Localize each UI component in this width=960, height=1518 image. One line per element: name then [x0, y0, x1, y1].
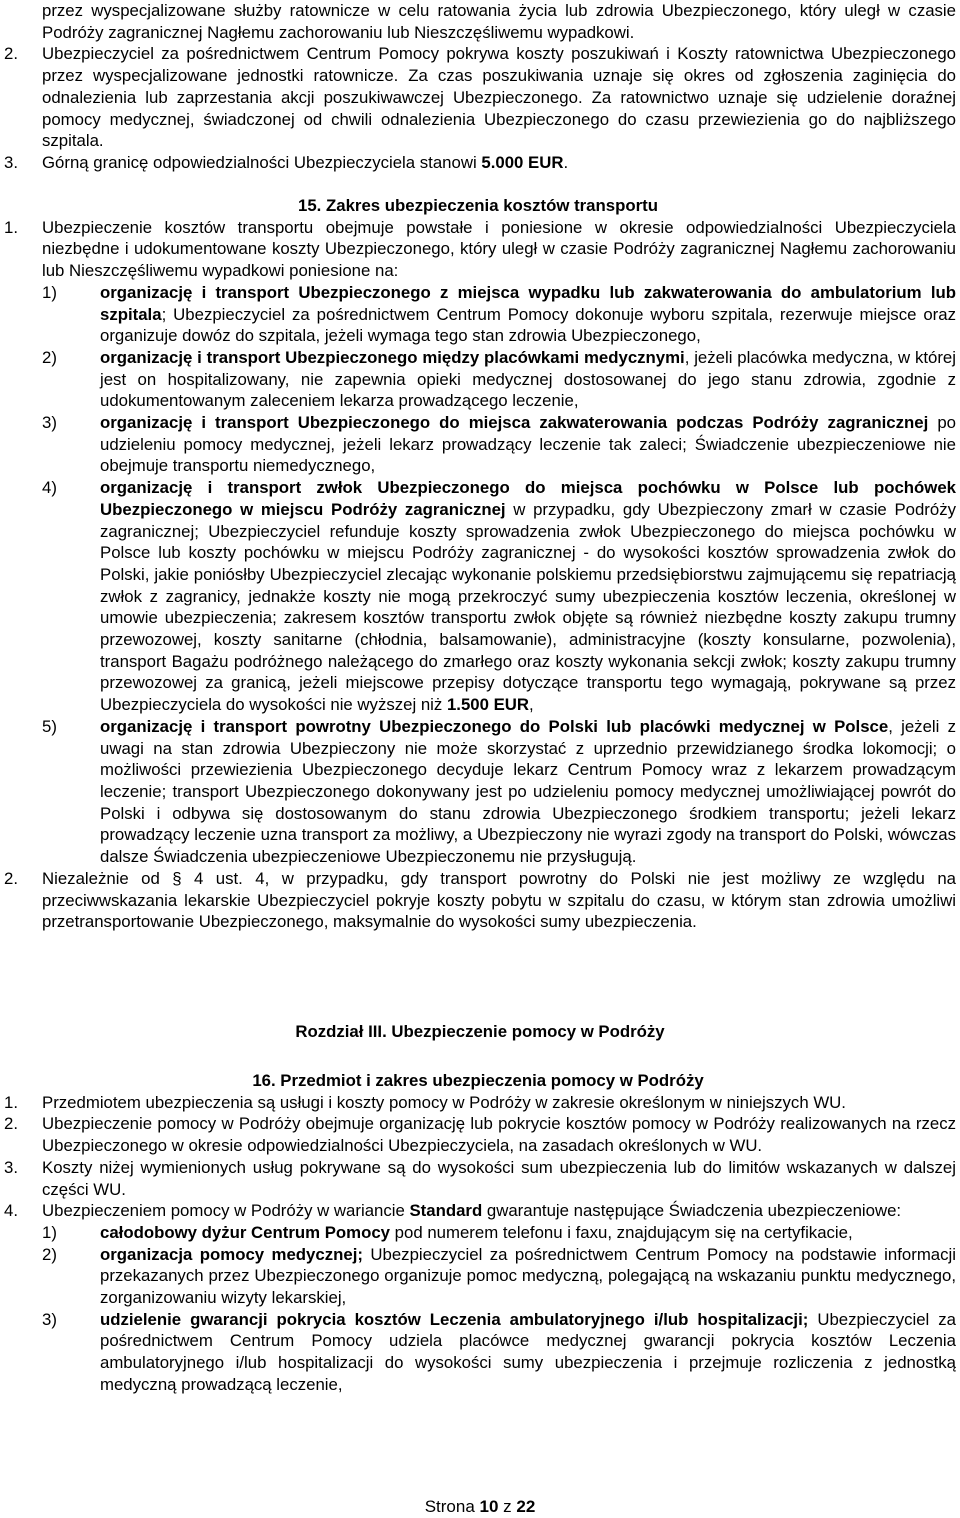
item-number: 1)	[42, 1222, 57, 1242]
item-text: , jeżeli z uwagi na stan zdrowia Ubezpieczony nie może skorzystać z uprzednio przewidzianego środka lokomocji; o możliwości przewiezienia Ubezpieczonego decyduje lekarz Centrum Pomocy wraz z lekarzem prowadzącym leczenie; transport Ubezpieczonego dokonywany jest po udzieleniu pomocy medycznej umożliwiającej powrót do Polski i odbywa się dostosowanym do stanu zdrowia Ubezpieczonego środkiem transportu; jeżeli lekarz prowadzący leczenie uzna transport za możliwy, a Ubezpieczony nie wyrazi zgody na transport do Polski, wówczas dalsze Świadczenia ubezpieczeniowe Ubezpieczonemu nie przysługują.	[100, 716, 956, 867]
list-item	[0, 477, 956, 716]
section-heading: 15. Zakres ubezpieczenia kosztów transportu	[298, 196, 658, 215]
section-heading: 16. Przedmiot i zakres ubezpieczenia pomocy w Podróży	[252, 1071, 704, 1090]
paragraph-1	[0, 217, 956, 282]
paragraph-text: Koszty niżej wymienionych usług pokrywane są do wysokości sum ubezpieczenia lub do limitów wskazanych w dalszej części WU.	[42, 1157, 956, 1199]
page-footer	[0, 1496, 960, 1518]
item-number: 2)	[42, 347, 57, 367]
paragraph-2	[0, 43, 956, 152]
page-separator: z	[498, 1497, 517, 1516]
paragraph-3	[0, 1157, 956, 1200]
paragraph-text: Przedmiotem ubezpieczenia są usługi i koszty pomocy w Podróży w zakresie określonym w niniejszych WU.	[42, 1092, 846, 1112]
paragraph-1	[0, 1092, 956, 1114]
list-item	[0, 1244, 956, 1309]
list-item	[0, 1309, 956, 1396]
paragraph-number: 4.	[4, 1201, 18, 1221]
paragraph-2	[0, 1113, 956, 1156]
paragraph-3	[0, 152, 956, 174]
paragraph-text: Ubezpieczenie kosztów transportu obejmuje powstałe i poniesione w okresie odpowiedzialności Ubezpieczyciela niezbędne i udokumentowane koszty Ubezpieczonego, który uległ w czasie Podróży zagranicznej Nagłemu zachorowaniu lub Nieszczęśliwemu wypadkowi poniesione na:	[42, 217, 956, 281]
item-bold-text: organizację i transport powrotny Ubezpieczonego do Polski lub placówki medycznej w Polsce	[100, 716, 889, 736]
item-number: 4)	[42, 478, 57, 498]
item-text: pod numerem telefonu i faxu, znajdującym się na certyfikacie,	[390, 1222, 853, 1242]
section-15	[0, 195, 956, 933]
paragraph-number: 1.	[4, 1092, 18, 1112]
paragraph-text: Ubezpieczeniem pomocy w Podróży w wariancie	[42, 1201, 410, 1221]
section-14-continuation	[0, 0, 956, 174]
item-limit-amount: 1.500 EUR	[446, 695, 530, 715]
list-item	[0, 716, 956, 868]
paragraph-number: 3.	[4, 152, 18, 172]
item-number: 2)	[42, 1244, 57, 1264]
item-bold-text: organizację i transport zwłok Ubezpieczonego do miejsca pochówku w Polsce lub pochówek Ubezpieczonego w miejscu Podróży zagranicznej	[100, 478, 956, 519]
item-number: 3)	[42, 413, 57, 433]
item-bold-text: organizacja pomocy medycznej;	[100, 1244, 363, 1264]
paragraph-text: Ubezpieczenie pomocy w Podróży obejmuje organizację lub pokrycie kosztów pomocy w Podróży realizowanych na rzecz Ubezpieczonego w okresie odpowiedzialności Ubezpieczyciela, na zasadach określonych w WU.	[42, 1114, 956, 1156]
paragraph-number: 3.	[4, 1157, 18, 1177]
limit-amount: 5.000 EUR	[481, 152, 564, 172]
paragraph-text: Górną granicę odpowiedzialności Ubezpieczyciela stanowi	[42, 152, 482, 172]
item-number: 3)	[42, 1309, 57, 1329]
item-bold-text: całodobowy dyżur Centrum Pomocy	[100, 1222, 390, 1242]
item-text: w przypadku, gdy Ubezpieczony zmarł w czasie Podróży zagranicznej; Ubezpieczyciel refunduje koszty sprowadzenia zwłok Ubezpieczonego do miejsca pochówku w Polsce lub koszty pochówku w miejscu Podróży zagranicznej - do wysokości kosztów sprowadzenia zwłok do Polski, jakie poniósłby Ubezpieczyciel zlecając wykonanie polskiemu przedsiębiorstwu zajmującemu się repatriacją zwłok z zagranicy, jednakże koszty nie mogą przekroczyć sumy ubezpieczenia kosztów leczenia, określonej w umowie ubezpieczenia; zakresem kosztów transportu zwłok objęte są również niezbędne koszty zakupu trumny przewozowej, koszty sanitarne (chłodnia, balsamowanie), administracyjne (koszty konsularne, pozwolenia), transport Bagażu podróżnego należącego do zmarłego oraz koszty wykonania sekcji zwłok; koszty zakupu trumny przewozowej za granicą, jeżeli miejscowe przepisy dotyczące transportu tego wymagają, pokrywane są przez Ubezpieczyciela do wysokości nie wyższej niż	[100, 499, 957, 715]
list-item	[0, 412, 956, 477]
total-pages: 22	[516, 1497, 536, 1516]
item-bold-text: udzielenie gwarancji pokrycia kosztów Leczenia ambulatoryjnego i/lub hospitalizacji;	[100, 1309, 809, 1329]
paragraph-4	[0, 1200, 956, 1222]
continued-paragraph: przez wyspecjalizowane służby ratownicze w celu ratowania życia lub zdrowia Ubezpieczonego, który uległ w czasie Podróży zagranicznej Nagłemu zachorowaniu lub Nieszczęśliwemu wypadkowi.	[42, 1, 956, 42]
paragraph-number: 1.	[4, 217, 18, 237]
paragraph-number: 2.	[4, 868, 18, 888]
paragraph-number: 2.	[4, 1114, 18, 1134]
item-text: Ubezpieczyciel za pośrednictwem Centrum Pomocy udziela placówce medycznej gwarancji pokrycia kosztów Leczenia ambulatoryjnego i/lub hospitalizacji do wysokości sumy ubezpieczenia i przejmuje rozliczenia z jednostką medyczną prowadzącą leczenie,	[100, 1309, 956, 1394]
current-page-number: 10	[479, 1497, 499, 1516]
section-16	[0, 1070, 956, 1396]
item-bold-text: organizację i transport Ubezpieczonego z miejsca wypadku lub zakwaterowania do ambulatorium lub szpitala	[100, 282, 956, 324]
page-label: Strona	[424, 1497, 480, 1516]
paragraph-2	[0, 868, 956, 933]
list-item	[0, 347, 956, 412]
chapter-heading: Rozdział III. Ubezpieczenie pomocy w Podróży	[295, 1022, 665, 1041]
item-text: ; Ubezpieczyciel za pośrednictwem Centrum Pomocy dokonuje wyboru szpitala, rezerwuje miejsce oraz organizuje dowóz do szpitala, jeżeli wymaga tego stan zdrowia Ubezpieczonego,	[100, 304, 956, 346]
paragraph-number: 2.	[4, 44, 18, 64]
item-text: po udzieleniu pomocy medycznej, jeżeli lekarz prowadzący leczenie tak zaleci; Świadczenie ubezpieczeniowe nie obejmuje transportu niemedycznego,	[100, 413, 956, 476]
paragraph-text: Ubezpieczyciel za pośrednictwem Centrum Pomocy pokrywa koszty poszukiwań i Koszty ratownictwa Ubezpieczonego przez wyspecjalizowane jednostki ratownicze. Za czas poszukiwania uznaje się okres od zgłoszenia zaginięcia do odnalezienia lub zaprzestania akcji poszukiwawczej Ubezpieczonego. Za ratownictwo uznaje się udzielenie doraźnej pomocy medycznej, świadczonej od chwili odnalezienia Ubezpieczonego do czasu przewiezienia go do najbliższego szpitala.	[42, 44, 956, 151]
item-text: , jeżeli placówka medyczna, w której jest on hospitalizowany, nie zapewnia opieki medycznej dostosowanej do jego stanu zdrowia, zgodnie z udokumentowanym zaleceniem lekarza prowadzącego leczenie,	[100, 347, 956, 411]
list-item	[0, 282, 956, 347]
paragraph-end: .	[563, 152, 569, 172]
item-end: ,	[529, 695, 534, 715]
variant-name: Standard	[409, 1201, 483, 1221]
item-text: Ubezpieczyciel za pośrednictwem Centrum Pomocy na podstawie informacji przekazanych przez Ubezpieczonego organizuje pomoc medyczną, polegającą na wskazaniu punktu medycznego, zorganizowaniu wizyty lekarskiej,	[100, 1244, 956, 1308]
item-bold-text: organizację i transport Ubezpieczonego do miejsca zakwaterowania podczas Podróży zagranicznej	[100, 413, 929, 433]
item-number: 1)	[42, 282, 57, 302]
paragraph-text: Niezależnie od § 4 ust. 4, w przypadku, gdy transport powrotny do Polski nie jest możliwy ze względu na przeciwwskazania lekarskie Ubezpieczyciel pokryje koszty pobytu w szpitalu do czasu, w którym stan zdrowia umożliwi przetransportowanie Ubezpieczonego, maksymalnie do wysokości sumy ubezpieczenia.	[42, 868, 956, 932]
list-item	[0, 1222, 956, 1244]
item-number: 5)	[42, 716, 57, 736]
paragraph-end: gwarantuje następujące Świadczenia ubezpieczeniowe:	[482, 1201, 902, 1221]
item-bold-text: organizację i transport Ubezpieczonego między placówkami medycznymi	[100, 347, 685, 367]
